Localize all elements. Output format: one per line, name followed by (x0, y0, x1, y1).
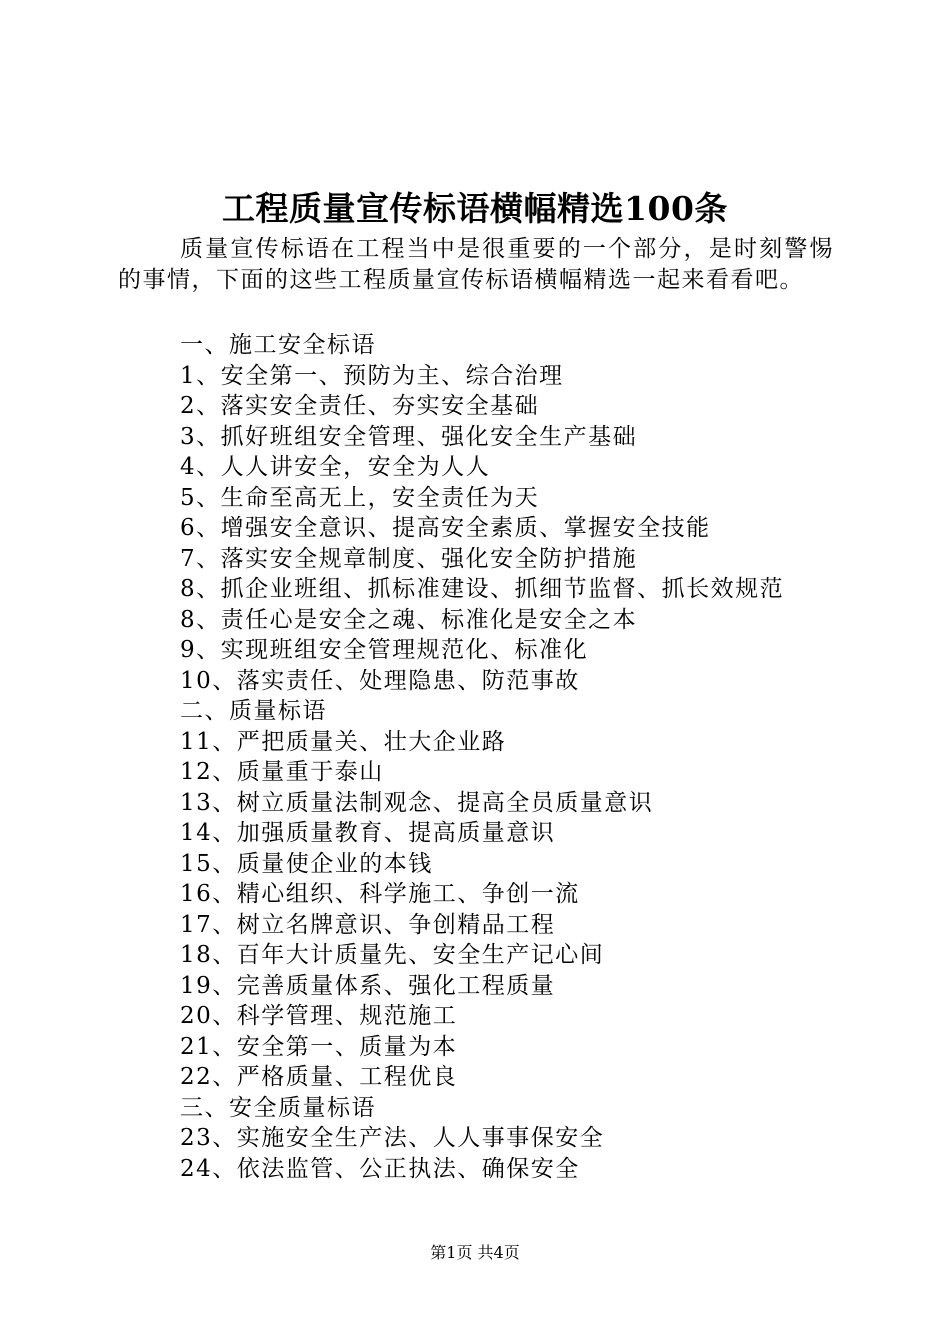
list-item: 4、人人讲安全，安全为人人 (180, 454, 491, 480)
list-item: 12、质量重于泰山 (180, 759, 384, 785)
list-item: 一、施工安全标语 (180, 332, 376, 358)
intro-paragraph: 质量宣传标语在工程当中是很重要的一个部分，是时刻警惕的事情，下面的这些工程质量宣传标语横幅精选一起来看看吧。 (118, 236, 834, 293)
list-item: 20、科学管理、规范施工 (180, 1003, 458, 1029)
slogan-list (180, 330, 840, 1184)
list-item: 8、抓企业班组、抓标准建设、抓细节监督、抓长效规范 (180, 576, 785, 602)
list-item: 24、依法监管、公正执法、确保安全 (180, 1155, 580, 1182)
list-item: 14、加强质量教育、提高质量意识 (180, 820, 556, 846)
list-item: 5、生命至高无上，安全责任为天 (180, 484, 540, 511)
list-item: 9、实现班组安全管理规范化、标准化 (180, 637, 589, 663)
list-item: 22、严格质量、工程优良 (180, 1064, 458, 1090)
list-item: 21、安全第一、质量为本 (180, 1033, 458, 1060)
list-item: 1、安全第一、预防为主、综合治理 (180, 362, 564, 389)
list-item: 16、精心组织、科学施工、争创一流 (180, 881, 580, 907)
list-item: 15、质量使企业的本钱 (180, 850, 433, 877)
list-item: 二、质量标语 (180, 698, 327, 724)
list-item: 6、增强安全意识、提高安全素质、掌握安全技能 (180, 515, 711, 541)
list-item: 17、树立名牌意识、争创精品工程 (180, 911, 556, 938)
list-item: 2、落实安全责任、夯实安全基础 (180, 393, 540, 419)
list-item: 3、抓好班组安全管理、强化安全生产基础 (180, 423, 638, 450)
list-item: 8、责任心是安全之魂、标准化是安全之本 (180, 606, 638, 633)
list-item: 7、落实安全规章制度、强化安全防护措施 (180, 545, 638, 572)
list-item: 23、实施安全生产法、人人事事保安全 (180, 1125, 605, 1151)
document-title: 工程质量宣传标语横幅精选100条 (222, 189, 728, 228)
list-item: 19、完善质量体系、强化工程质量 (180, 972, 556, 999)
list-item: 10、落实责任、处理隐患、防范事故 (180, 667, 580, 694)
list-item: 13、树立质量法制观念、提高全员质量意识 (180, 789, 654, 816)
list-item: 三、安全质量标语 (180, 1094, 376, 1121)
page-footer: 第1页 共4页 (430, 1243, 520, 1262)
list-item: 18、百年大计质量先、安全生产记心间 (180, 942, 605, 968)
list-item: 11、严把质量关、壮大企业路 (180, 728, 507, 755)
